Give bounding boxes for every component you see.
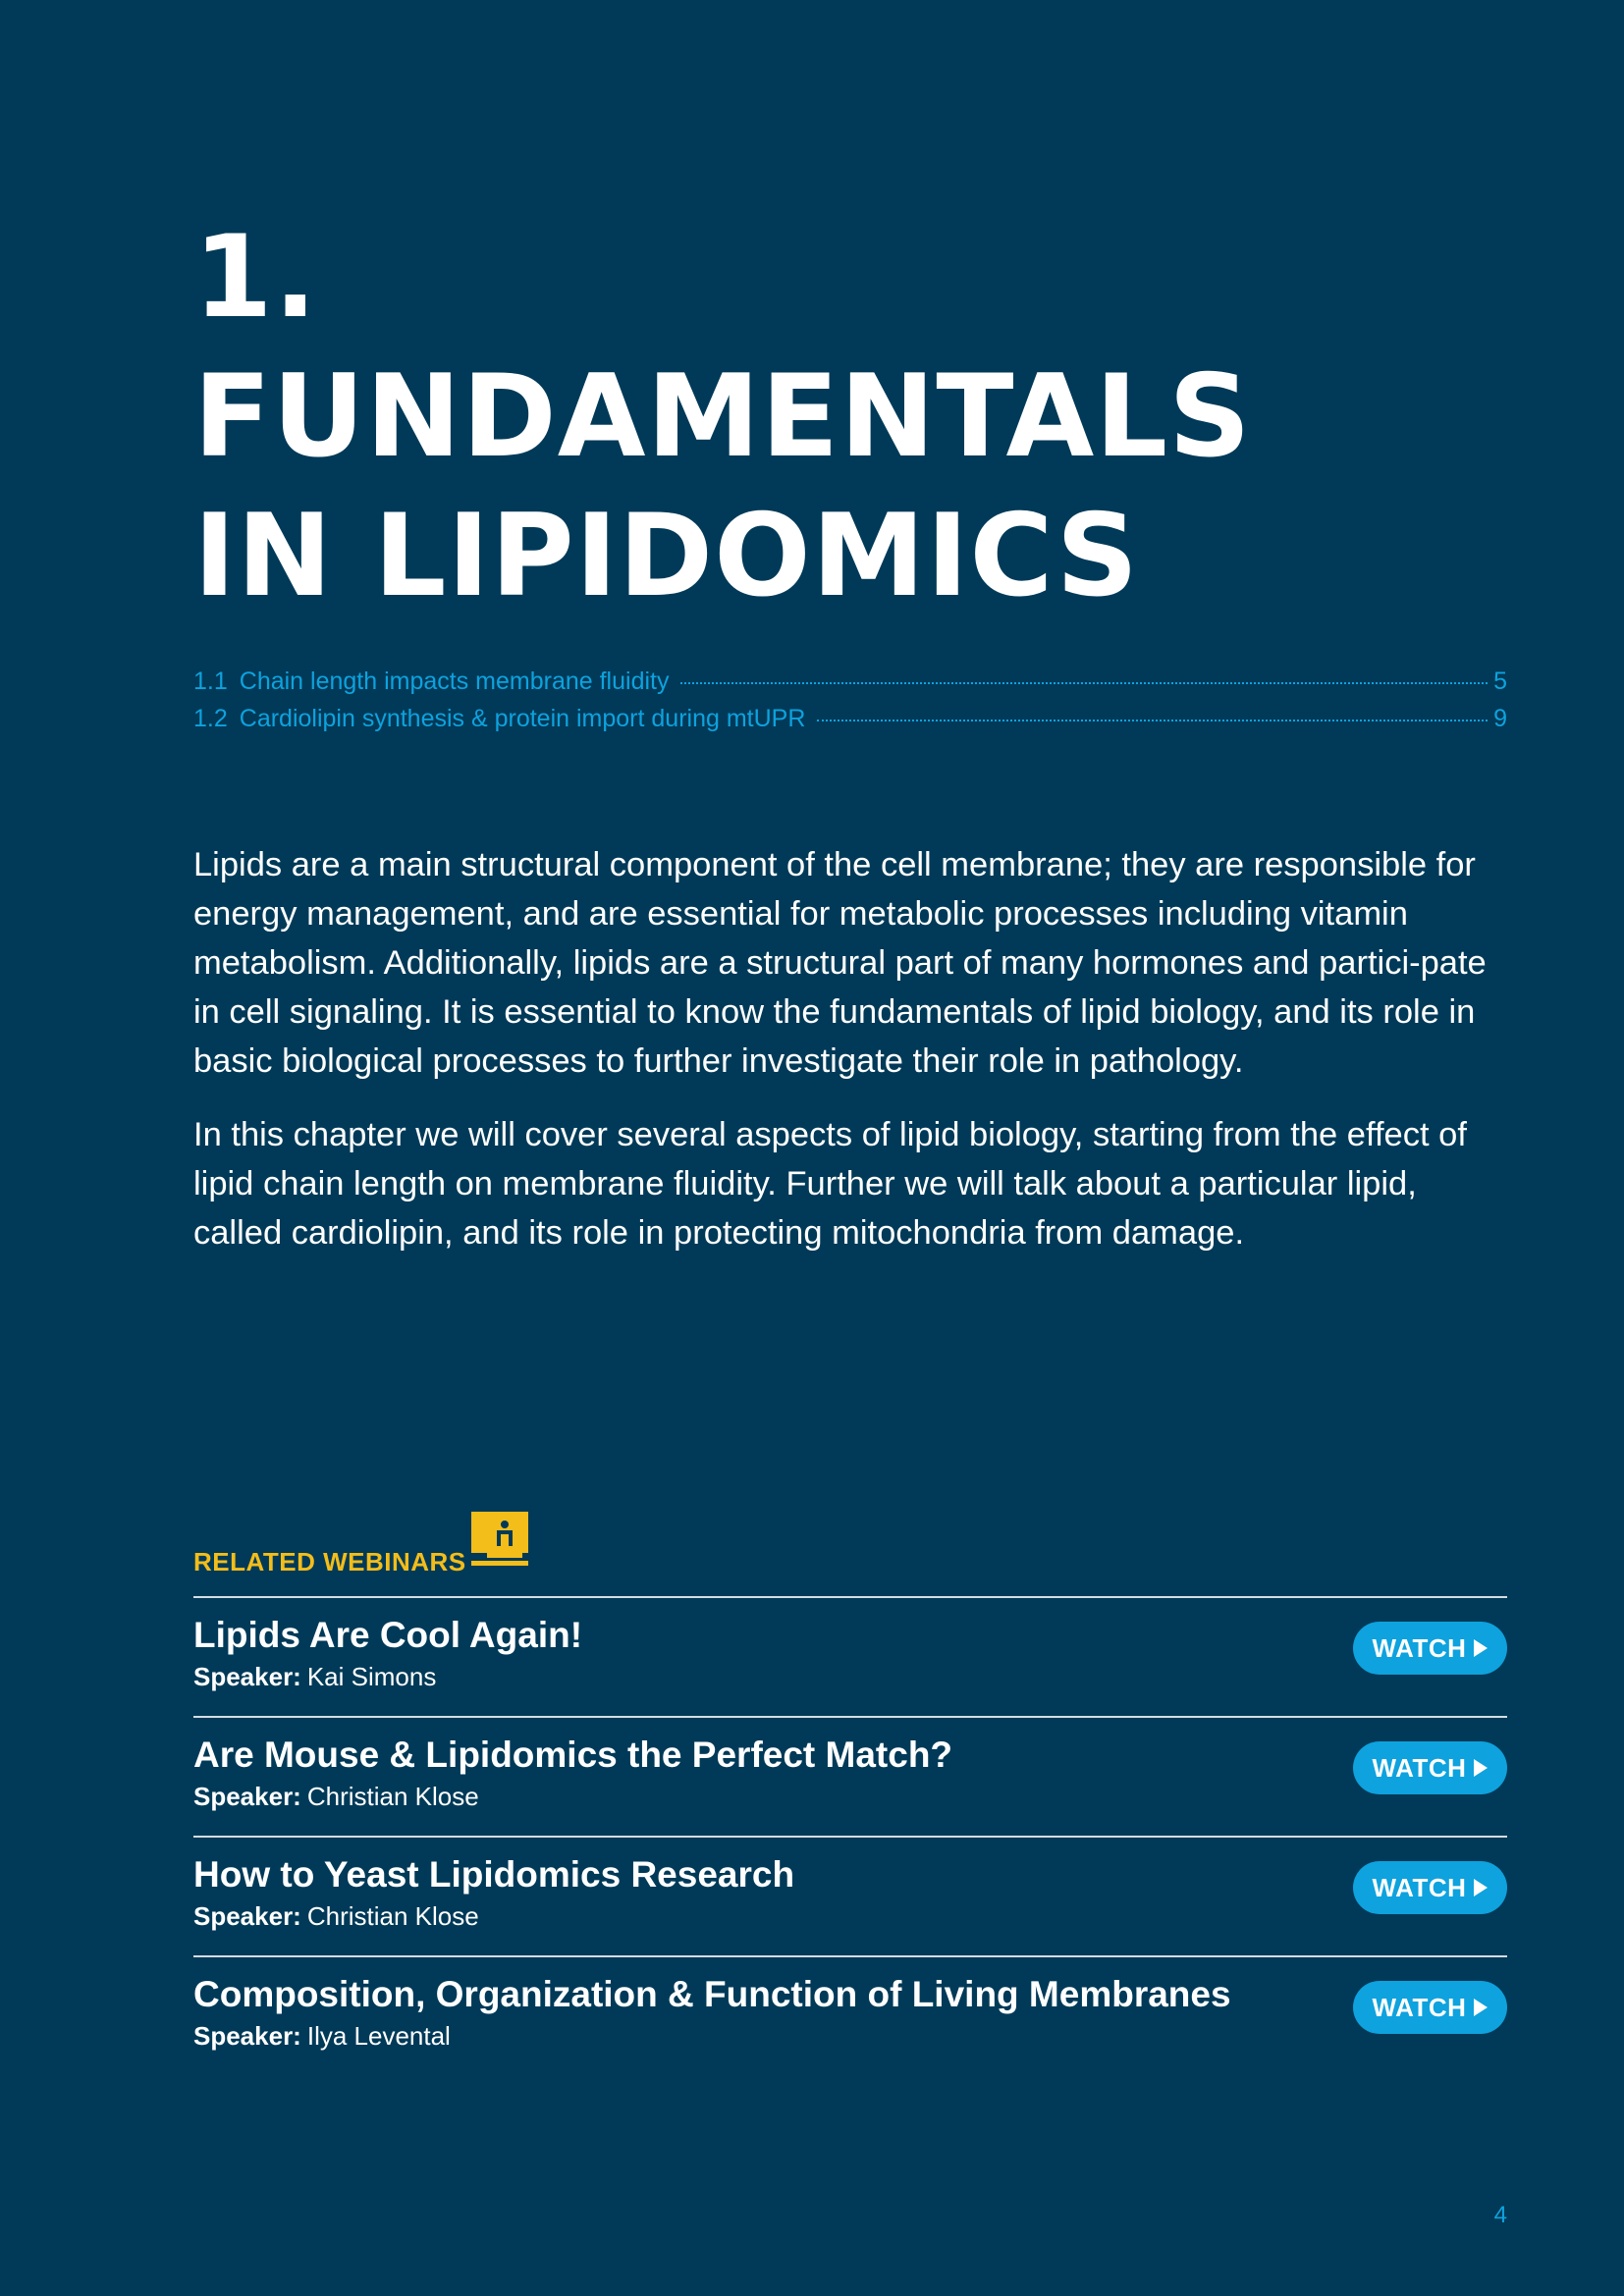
webinar-speaker bbox=[193, 1661, 436, 1692]
toc-item[interactable] bbox=[193, 705, 1507, 742]
chapter-title-line-2: IN LIPIDOMICS bbox=[193, 490, 1140, 622]
webinar-presenter-icon bbox=[471, 1512, 528, 1569]
toc-page-number: 5 bbox=[1493, 667, 1507, 695]
watch-label: WATCH bbox=[1372, 1992, 1467, 2022]
toc-title[interactable]: Cardiolipin synthesis & protein import during mtUPR bbox=[239, 705, 806, 732]
toc-title[interactable]: Chain length impacts membrane fluidity bbox=[239, 667, 670, 695]
speaker-name: Kai Simons bbox=[306, 1662, 437, 1691]
toc-dotted-leader bbox=[680, 682, 1488, 684]
play-icon bbox=[1474, 1759, 1488, 1777]
webinar-speaker bbox=[193, 2020, 451, 2052]
page bbox=[193, 0, 1507, 2296]
toc-dotted-leader bbox=[817, 720, 1488, 721]
toc-page-number: 9 bbox=[1493, 705, 1507, 732]
toc-item[interactable] bbox=[193, 667, 1507, 705]
webinar-title: How to Yeast Lipidomics Research bbox=[193, 1854, 795, 1895]
webinar-item bbox=[193, 1836, 1507, 1955]
speaker-name: Christian Klose bbox=[306, 1782, 479, 1811]
related-webinars-header bbox=[193, 1512, 1507, 1596]
watch-label: WATCH bbox=[1372, 1872, 1467, 1902]
watch-button[interactable] bbox=[1353, 1861, 1507, 1914]
chapter-title bbox=[193, 208, 1252, 626]
toc-number: 1.1 bbox=[193, 667, 228, 695]
play-icon bbox=[1474, 1639, 1488, 1657]
chapter-number: 1. bbox=[193, 211, 318, 344]
watch-button[interactable] bbox=[1353, 1981, 1507, 2034]
toc-number: 1.2 bbox=[193, 705, 228, 732]
chapter-title-line-1: FUNDAMENTALS bbox=[193, 350, 1252, 483]
speaker-name: Ilya Levental bbox=[306, 2021, 451, 2051]
intro-paragraph: In this chapter we will cover several aspects of lipid biology, starting from the effect of lipid chain length on membrane fluidity. Further we will talk about a particular lipid, called cardiolipin, and its role in protecting mitochondria from damage. bbox=[193, 1116, 1467, 1252]
page-number: 4 bbox=[1493, 2202, 1507, 2228]
watch-label: WATCH bbox=[1372, 1752, 1467, 1783]
play-icon bbox=[1474, 1879, 1488, 1896]
speaker-label: Speaker: bbox=[193, 1901, 301, 1931]
table-of-contents bbox=[193, 667, 1507, 742]
watch-label: WATCH bbox=[1372, 1632, 1467, 1663]
webinar-title: Are Mouse & Lipidomics the Perfect Match? bbox=[193, 1735, 953, 1775]
watch-button[interactable] bbox=[1353, 1622, 1507, 1675]
webinar-title: Lipids Are Cool Again! bbox=[193, 1615, 583, 1655]
webinar-item bbox=[193, 1596, 1507, 1716]
webinar-item bbox=[193, 1955, 1507, 2075]
webinar-speaker bbox=[193, 1900, 479, 1932]
webinar-title: Composition, Organization & Function of Living Membranes bbox=[193, 1974, 1231, 2014]
speaker-label: Speaker: bbox=[193, 2021, 301, 2051]
watch-button[interactable] bbox=[1353, 1741, 1507, 1794]
related-webinars-heading: RELATED WEBINARS bbox=[193, 1547, 466, 1576]
play-icon bbox=[1474, 1999, 1488, 2016]
speaker-label: Speaker: bbox=[193, 1662, 301, 1691]
intro-text bbox=[193, 840, 1507, 1282]
speaker-name: Christian Klose bbox=[306, 1901, 479, 1931]
related-webinars bbox=[193, 1512, 1507, 2075]
webinar-item bbox=[193, 1716, 1507, 1836]
intro-paragraph: Lipids are a main structural component of the cell membrane; they are responsible for energy management, and are essential for metabolic processes including vitamin metabolism. Additionally, lipids are a structural part of many hormones and partici-pate in cell signaling. It is essential to know the fundamentals of lipid biology, and its role in basic biological processes to further investigate their role in pathology. bbox=[193, 846, 1487, 1080]
speaker-label: Speaker: bbox=[193, 1782, 301, 1811]
webinar-speaker bbox=[193, 1781, 479, 1812]
